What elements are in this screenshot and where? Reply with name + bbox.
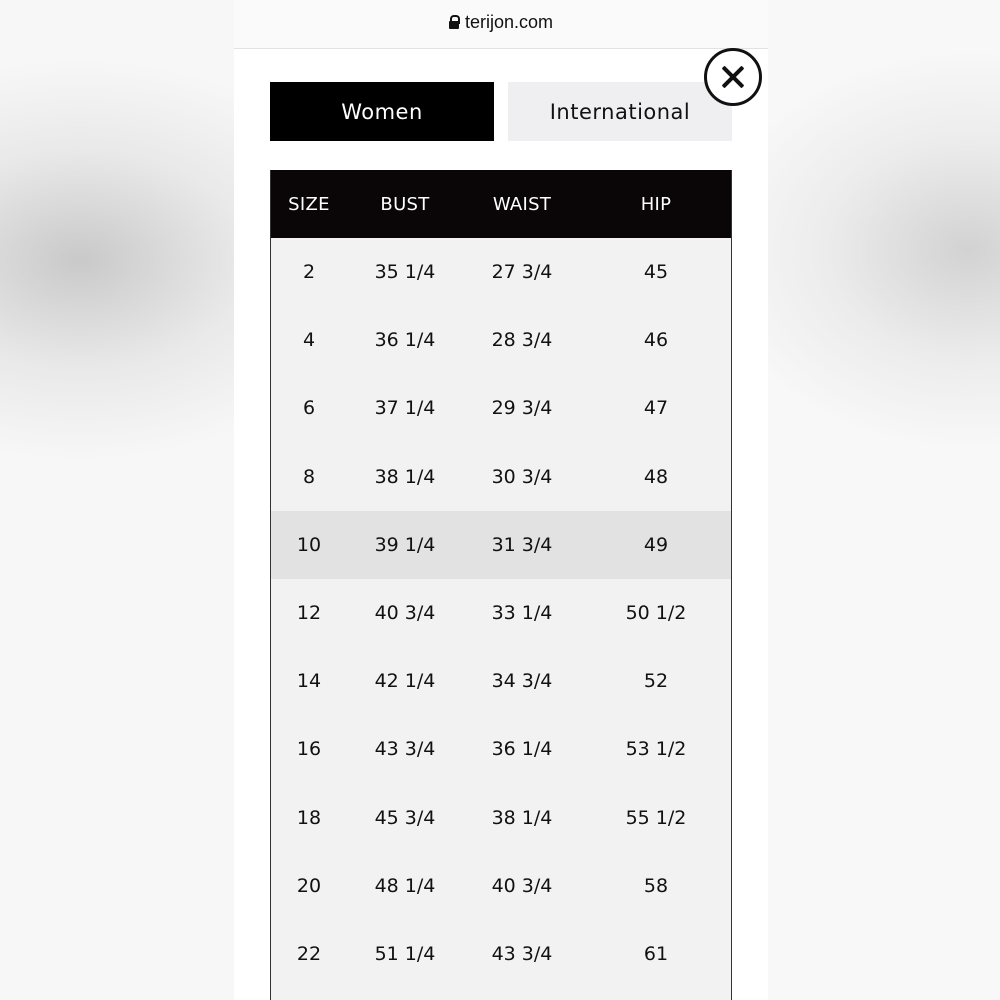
address-bar-content [449, 12, 553, 33]
cell-hip: 52 [643, 670, 669, 693]
cell-bust: 40 3/4 [374, 602, 436, 625]
cell-waist: 30 3/4 [491, 465, 553, 488]
cell-bust: 39 1/4 [374, 533, 436, 556]
cell-bust: 35 1/4 [374, 261, 436, 284]
cell-hip: 53 1/2 [625, 738, 687, 761]
cell-hip: 48 [643, 465, 669, 488]
cell-hip: 58 [643, 874, 669, 897]
table-row [271, 306, 731, 374]
cell-waist: 40 3/4 [491, 874, 553, 897]
table-body [271, 238, 731, 988]
cell-hip: 61 [643, 942, 669, 965]
cell-hip: 50 1/2 [625, 602, 687, 625]
cell-hip: 55 1/2 [625, 806, 687, 829]
table-row [271, 238, 731, 306]
cell-size: 6 [302, 397, 316, 420]
table-row [271, 579, 731, 647]
cell-size: 10 [296, 533, 322, 556]
table-row [271, 511, 731, 579]
table-row [271, 647, 731, 715]
cell-size: 14 [296, 670, 322, 693]
cell-size: 16 [296, 738, 322, 761]
tab-international[interactable]: International [508, 82, 732, 141]
cell-bust: 36 1/4 [374, 329, 436, 352]
table-row [271, 715, 731, 783]
table-row [271, 852, 731, 920]
cell-size: 12 [296, 602, 322, 625]
header-hip: HIP [640, 193, 672, 215]
cell-size: 8 [302, 465, 316, 488]
cell-size: 4 [302, 329, 316, 352]
cell-hip: 46 [643, 329, 669, 352]
size-chart-table [270, 170, 732, 1000]
table-row [271, 784, 731, 852]
header-size: SIZE [288, 193, 330, 215]
cell-bust: 37 1/4 [374, 397, 436, 420]
cell-hip: 47 [643, 397, 669, 420]
cell-waist: 29 3/4 [491, 397, 553, 420]
address-bar[interactable] [234, 0, 768, 49]
header-waist: WAIST [492, 193, 552, 215]
cell-bust: 48 1/4 [374, 874, 436, 897]
cell-waist: 34 3/4 [491, 670, 553, 693]
header-bust: BUST [380, 193, 430, 215]
lock-icon [449, 15, 459, 29]
cell-waist: 31 3/4 [491, 533, 553, 556]
close-icon[interactable] [704, 48, 762, 106]
cell-waist: 43 3/4 [491, 942, 553, 965]
cell-waist: 33 1/4 [491, 602, 553, 625]
cell-waist: 27 3/4 [491, 261, 553, 284]
phone-screen [234, 0, 768, 1000]
cell-bust: 42 1/4 [374, 670, 436, 693]
cell-hip: 45 [643, 261, 669, 284]
cell-size: 22 [296, 942, 322, 965]
cell-size: 18 [296, 806, 322, 829]
table-header-row [271, 170, 731, 238]
table-row [271, 443, 731, 511]
cell-size: 2 [302, 261, 316, 284]
cell-hip: 49 [643, 533, 669, 556]
cell-bust: 51 1/4 [374, 942, 436, 965]
cell-size: 20 [296, 874, 322, 897]
cell-waist: 36 1/4 [491, 738, 553, 761]
cell-waist: 38 1/4 [491, 806, 553, 829]
url-text: terijon.com [464, 11, 554, 32]
table-row [271, 374, 731, 442]
table-row [271, 920, 731, 988]
cell-bust: 43 3/4 [374, 738, 436, 761]
cell-bust: 45 3/4 [374, 806, 436, 829]
background-right [768, 0, 1000, 1000]
cell-bust: 38 1/4 [374, 465, 436, 488]
tab-women[interactable]: Women [270, 82, 494, 141]
cell-waist: 28 3/4 [491, 329, 553, 352]
